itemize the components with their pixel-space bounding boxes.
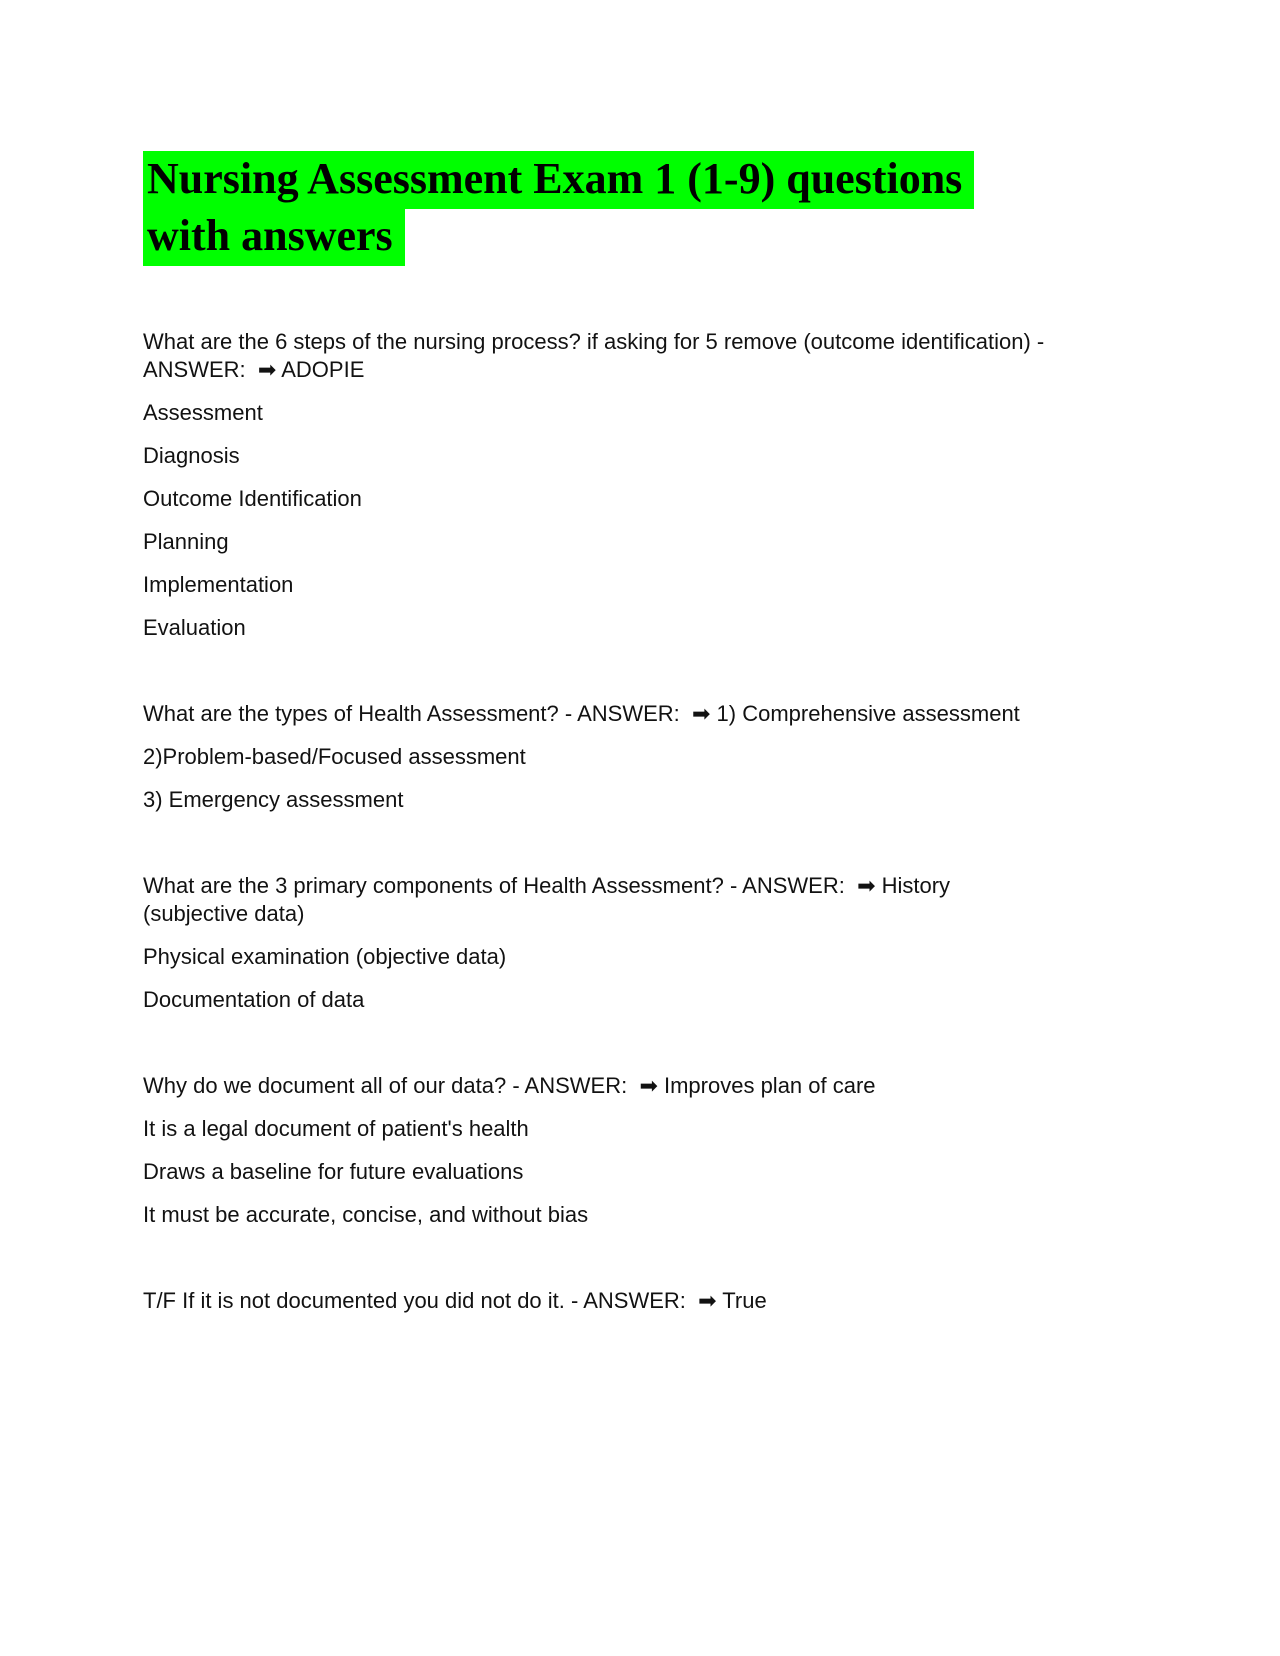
answer-line: It must be accurate, concise, and without bias: [143, 1202, 589, 1227]
qa-block-5: [143, 1287, 1055, 1315]
question-text: What are the 6 steps of the nursing process? if asking for 5 remove (outcome identification) - ANSWER: ➡ ADOPIE: [143, 329, 1050, 382]
answer-line: It is a legal document of patient's health: [143, 1116, 529, 1141]
title-line-2: with answers: [143, 208, 405, 266]
page-title: [143, 150, 1280, 264]
question-text: T/F If it is not documented you did not do it. - ANSWER: ➡ True: [143, 1288, 767, 1313]
question-text: What are the types of Health Assessment? - ANSWER: ➡ 1) Comprehensive assessment: [143, 701, 1020, 726]
answer-line: Assessment: [143, 400, 263, 425]
answer-line: Draws a baseline for future evaluations: [143, 1159, 524, 1184]
answer-line: 3) Emergency assessment: [143, 787, 404, 812]
answer-line: Physical examination (objective data): [143, 944, 507, 969]
answer-line: Implementation: [143, 572, 294, 597]
document-body: [143, 328, 1055, 1315]
qa-block-1: [143, 328, 1055, 642]
qa-block-4: [143, 1072, 1055, 1229]
title-line-1: Nursing Assessment Exam 1 (1-9) questions: [143, 151, 974, 209]
answer-line: Diagnosis: [143, 443, 240, 468]
answer-line: Evaluation: [143, 615, 246, 640]
answer-line: Outcome Identification: [143, 486, 362, 511]
qa-block-2: [143, 700, 1055, 814]
question-text: What are the 3 primary components of Health Assessment? - ANSWER: ➡ History (subjective data): [143, 873, 957, 926]
qa-block-3: [143, 872, 1055, 1014]
answer-line: Planning: [143, 529, 229, 554]
answer-line: 2)Problem-based/Focused assessment: [143, 744, 526, 769]
answer-line: Documentation of data: [143, 987, 365, 1012]
question-text: Why do we document all of our data? - ANSWER: ➡ Improves plan of care: [143, 1073, 876, 1098]
